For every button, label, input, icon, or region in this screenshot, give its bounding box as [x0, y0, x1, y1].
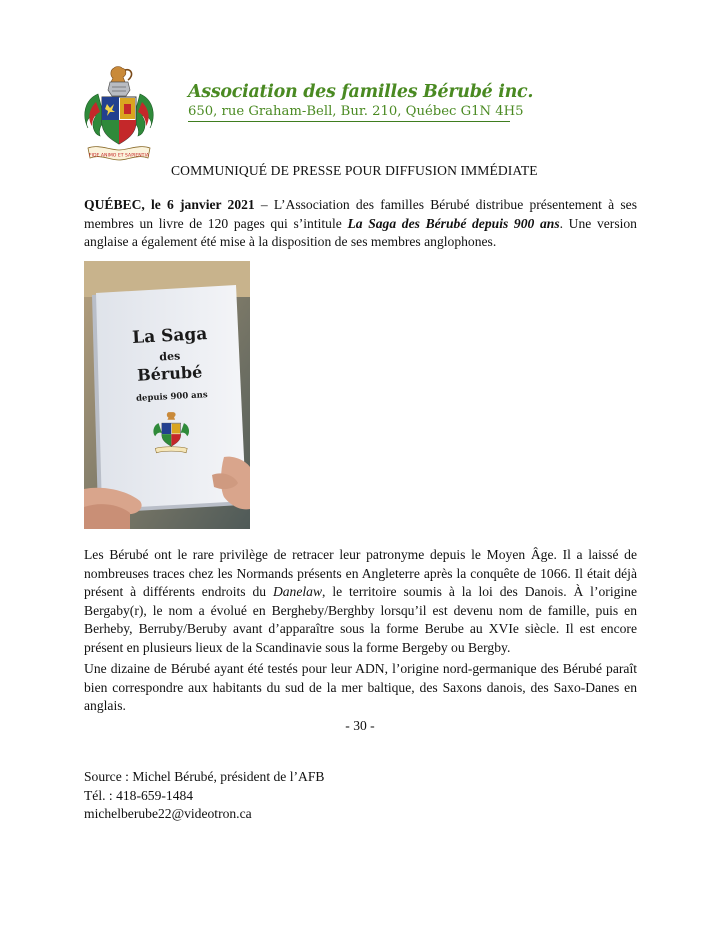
association-address: 650, rue Graham-Bell, Bur. 210, Québec G1N 4H5	[188, 104, 510, 122]
dna-paragraph: Une dizaine de Bérubé ayant été testés pour leur ADN, l’origine nord-germanique des Bérubé paraît bien correspondre aux habitants du sud de la mer baltique, des Saxons danois, des Saxo-Danes en anglais.	[84, 661, 637, 714]
source-author: Source : Michel Bérubé, président de l’AFB	[84, 769, 325, 784]
book-title-line-3: Bérubé	[136, 362, 203, 385]
book-title: La Saga des Bérubé depuis 900 ans	[347, 215, 560, 231]
association-name: Association des familles Bérubé inc.	[188, 82, 534, 102]
source-email[interactable]: michelberube22@videotron.ca	[84, 806, 252, 822]
history-paragraph	[84, 546, 637, 658]
press-release-title: COMMUNIQUÉ DE PRESSE POUR DIFFUSION IMMÉDIATE	[171, 163, 538, 178]
dateline: QUÉBEC, le 6 janvier 2021	[84, 197, 255, 212]
history-text-1: Les Bérubé ont le rare privilège de retracer leur patronyme depuis le Moyen Âge. Il a laissé de nombreuses traces chez les Normands présents en Angleterre après la conquête de 1066. Il était déjà présent à différents endroits du	[84, 547, 637, 600]
intro-paragraph	[84, 196, 637, 252]
crest-motto: FIDE ANIMO ET SAPIENTIA	[89, 153, 149, 159]
source-phone: Tél. : 418-659-1484	[84, 787, 194, 803]
intro-text-1: – L’Association des familles Bérubé distribue présentement à ses membres un livre de 120 pages qui s’intitule	[84, 197, 637, 231]
coat-of-arms-logo	[80, 64, 158, 168]
end-marker: - 30 -	[345, 718, 375, 733]
danelaw-term: Danelaw	[272, 584, 323, 600]
book-photo	[84, 261, 250, 529]
book-title-line-2: des	[159, 349, 181, 364]
book-title-line-1: La Saga	[131, 324, 208, 348]
intro-text-2: . Une version anglaise a également été mise à la disposition de ses membres anglophones.	[84, 215, 637, 250]
history-text-2: , le territoire soumis à la loi des Danois. À l’origine Bergaby(r), le nom a évolué en Bergheby/Berghby lorsqu’il est devenu nom de famille, puis en Berheby, Berruby/Beruby avant d’apparaître sous la forme Berube au XVIe siècle. Il est encore présent en plusieurs lieux de la Scandinavie sous la forme Bergeby ou Bergby.	[84, 584, 637, 655]
source-block	[84, 768, 324, 824]
book-title-line-4: depuis 900 ans	[135, 390, 208, 404]
